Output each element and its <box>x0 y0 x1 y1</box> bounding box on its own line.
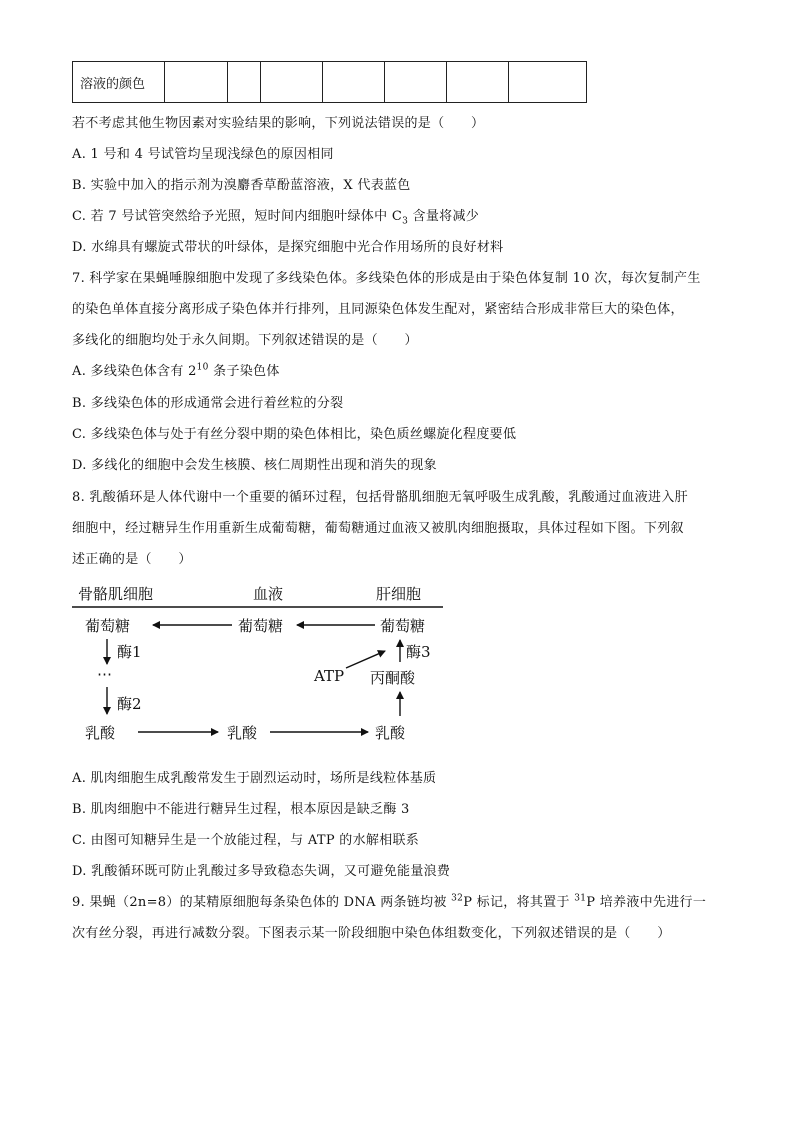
q7-option-b: B. 多线染色体的形成通常会进行着丝粒的分裂 <box>72 396 344 411</box>
q6-c-subscript: 3 <box>402 216 409 227</box>
table-cell <box>261 62 323 103</box>
table-cell <box>228 62 261 103</box>
q6-c-text: C. 若 7 号试管突然给予光照，短时间内细胞叶绿体中 C <box>72 209 403 224</box>
q7-stem-line1: 7. 科学家在果蝇唾腺细胞中发现了多线染色体。多线染色体的形成是由于染色体复制 10 次，每次复制产生 <box>72 271 701 286</box>
q9-stem-line2: 次有丝分裂，再进行减数分裂。下图表示某一阶段细胞中染色体组数变化，下列叙述错误的是（ ） <box>72 926 671 941</box>
table-cell <box>385 62 447 103</box>
q7-option-a <box>72 360 280 379</box>
table-cell <box>509 62 587 103</box>
q6-option-c <box>72 205 479 227</box>
liver-pyruvate: 丙酮酸 <box>370 669 416 687</box>
enzyme-1-label: 酶1 <box>117 643 142 661</box>
muscle-lactate: 乳酸 <box>85 724 116 742</box>
arrow-atp-input <box>346 651 385 668</box>
atp-label: ATP <box>314 667 345 685</box>
liver-glucose: 葡萄糖 <box>380 617 426 635</box>
enzyme-2-label: 酶2 <box>117 695 142 713</box>
q9-text-a: 9. 果蝇（2n=8）的某精原细胞每条染色体的 DNA 两条链均被 <box>72 895 452 910</box>
blood-lactate: 乳酸 <box>227 724 258 742</box>
table-cell <box>447 62 509 103</box>
q8-option-b: B. 肌肉细胞中不能进行糖异生过程，根本原因是缺乏酶 3 <box>72 802 410 817</box>
q7-a-text-end: 条子染色体 <box>208 364 280 379</box>
q7-a-superscript: 10 <box>196 362 209 373</box>
blood-glucose: 葡萄糖 <box>238 617 284 635</box>
q6-option-d: D. 水绵具有螺旋式带状的叶绿体，是探究细胞中光合作用场所的良好材料 <box>72 240 504 255</box>
q7-option-d: D. 多线化的细胞中会发生核膜、核仁周期性出现和消失的现象 <box>72 458 437 473</box>
table-row-label: 溶液的颜色 <box>73 62 165 103</box>
q8-option-a: A. 肌肉细胞生成乳酸常发生于剧烈运动时，场所是线粒体基质 <box>72 771 437 786</box>
q6-stem: 若不考虑其他生物因素对实验结果的影响，下列说法错误的是（ ） <box>72 116 485 131</box>
label-liver-cell: 肝细胞 <box>376 585 422 603</box>
q8-stem-line3: 述正确的是（ ） <box>72 552 192 567</box>
q8-stem-line1: 8. 乳酸循环是人体代谢中一个重要的循环过程，包括骨骼肌细胞无氧呼吸生成乳酸，乳酸通过血液进入肝 <box>72 490 688 505</box>
q7-option-c: C. 多线染色体与处于有丝分裂中期的染色体相比，染色质丝螺旋化程度要低 <box>72 427 517 442</box>
q6-c-text-end: 含量将减少 <box>408 209 480 224</box>
table-cell <box>165 62 228 103</box>
label-blood: 血液 <box>253 585 284 603</box>
result-table-fragment <box>72 61 587 103</box>
liver-lactate: 乳酸 <box>375 724 406 742</box>
q8-stem-line2: 细胞中，经过糖异生作用重新生成葡萄糖，葡萄糖通过血液又被肌肉细胞摄取，具体过程如下图。下列叙 <box>72 521 684 536</box>
q7-stem-line2: 的染色单体直接分离形成子染色体并行排列，且同源染色体发生配对，紧密结合形成非常巨大的染色体， <box>72 302 684 317</box>
q9-text-c: P 培养液中先进行一 <box>586 895 707 910</box>
enzyme-3-label: 酶3 <box>406 643 431 661</box>
q8-option-d: D. 乳酸循环既可防止乳酸过多导致稳态失调，又可避免能量浪费 <box>72 864 451 879</box>
q9-superscript-32: 32 <box>451 893 464 904</box>
q6-option-a: A. 1 号和 4 号试管均呈现浅绿色的原因相同 <box>72 147 334 162</box>
q9-superscript-31: 31 <box>574 893 587 904</box>
q6-option-b: B. 实验中加入的指示剂为溴麝香草酚蓝溶液，X 代表蓝色 <box>72 178 411 193</box>
muscle-glucose: 葡萄糖 <box>85 617 131 635</box>
q7-stem-line3: 多线化的细胞均处于永久间期。下列叙述错误的是（ ） <box>72 333 418 348</box>
table-cell <box>323 62 385 103</box>
q7-a-text: A. 多线染色体含有 2 <box>72 364 197 379</box>
intermediate-dots: ⋯ <box>97 665 112 683</box>
q8-option-c: C. 由图可知糖异生是一个放能过程，与 ATP 的水解相联系 <box>72 833 420 848</box>
label-muscle-cell: 骨骼肌细胞 <box>78 585 154 603</box>
q9-stem-line1 <box>72 891 706 910</box>
lactate-cycle-diagram <box>70 578 450 748</box>
q9-text-b: P 标记，将其置于 <box>463 895 575 910</box>
